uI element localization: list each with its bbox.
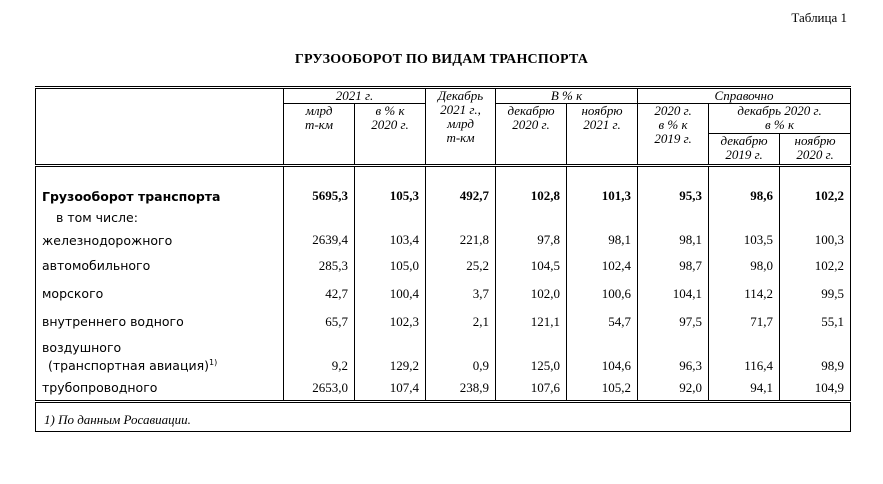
header-dec2019 <box>709 134 780 166</box>
cell: 2653,0 <box>284 376 355 402</box>
row-label: автомобильного <box>36 252 284 280</box>
cell: 98,9 <box>780 336 851 376</box>
cell: 107,4 <box>355 376 426 402</box>
cell: 71,7 <box>709 308 780 336</box>
row-label-line2 <box>42 355 283 373</box>
cell: 105,3 <box>355 166 426 206</box>
header-pct-to: в % к <box>375 103 405 118</box>
header-dec2020 <box>496 104 567 166</box>
cell: 3,7 <box>426 280 496 308</box>
table-caption: Таблица 1 <box>791 10 847 25</box>
cell: 103,5 <box>709 229 780 252</box>
header-dec2019-year: 2019 г. <box>725 147 763 162</box>
header-2021: 2021 г. <box>284 88 426 104</box>
cell: 221,8 <box>426 229 496 252</box>
footnote-marker: 1) <box>209 358 218 368</box>
cell: 96,3 <box>638 336 709 376</box>
cell: 102,0 <box>496 280 567 308</box>
header-v-pct-k: В % к <box>496 88 638 104</box>
row-label: в том числе: <box>36 206 284 229</box>
cell: 54,7 <box>567 308 638 336</box>
cell: 492,7 <box>426 166 496 206</box>
cell: 25,2 <box>426 252 496 280</box>
cell: 42,7 <box>284 280 355 308</box>
cell: 0,9 <box>426 336 496 376</box>
cell: 105,0 <box>355 252 426 280</box>
header-nov2020 <box>780 134 851 166</box>
row-label: трубопроводного <box>36 376 284 402</box>
row-label-line1: воздушного <box>42 340 122 356</box>
cell: 9,2 <box>284 336 355 376</box>
cell: 95,3 <box>638 166 709 206</box>
header-dec2020-group <box>709 104 851 134</box>
cell: 104,5 <box>496 252 567 280</box>
header-nov2020-year: 2020 г. <box>796 147 834 162</box>
cell: 129,2 <box>355 336 426 376</box>
cell: 104,6 <box>567 336 638 376</box>
header-tkm: т-км <box>304 117 334 132</box>
header-november-word: ноябрю <box>581 103 623 118</box>
header-ref-2019: 2019 г. <box>654 131 692 146</box>
header-dec2020-title: декабрь 2020 г. <box>737 103 822 118</box>
cell: 104,1 <box>638 280 709 308</box>
row-label: железнодорожного <box>36 229 284 252</box>
cell: 121,1 <box>496 308 567 336</box>
cell: 105,2 <box>567 376 638 402</box>
table-row <box>36 229 851 252</box>
row-label: внутреннего водного <box>36 308 284 336</box>
cell: 97,8 <box>496 229 567 252</box>
cell: 107,6 <box>496 376 567 402</box>
cell: 92,0 <box>638 376 709 402</box>
cell: 100,3 <box>780 229 851 252</box>
cell: 102,2 <box>780 252 851 280</box>
header-dec-tkm: т-км <box>446 130 475 145</box>
header-dec-mlrd: млрд <box>447 116 474 131</box>
cell: 65,7 <box>284 308 355 336</box>
row-label-line2-text: (транспортная авиация) <box>48 358 209 374</box>
table-row <box>36 336 851 376</box>
header-nov2021 <box>567 104 638 166</box>
header-pct-2020 <box>355 104 426 166</box>
header-blank <box>36 88 284 166</box>
table-row <box>36 376 851 402</box>
cell: 100,6 <box>567 280 638 308</box>
footnote-row <box>36 402 851 432</box>
header-december-word: декабрю <box>507 103 555 118</box>
footnote: 1) По данным Росавиации. <box>36 402 851 432</box>
table-row <box>36 252 851 280</box>
cell: 114,2 <box>709 280 780 308</box>
header-nov2021-year: 2021 г. <box>583 117 621 132</box>
row-label: морского <box>36 280 284 308</box>
cell: 94,1 <box>709 376 780 402</box>
header-mlrd-tkm <box>284 104 355 166</box>
cell: 98,6 <box>709 166 780 206</box>
cell: 55,1 <box>780 308 851 336</box>
cell: 98,1 <box>638 229 709 252</box>
cell: 2,1 <box>426 308 496 336</box>
cell: 97,5 <box>638 308 709 336</box>
cell: 102,3 <box>355 308 426 336</box>
header-y2020: 2020 г. <box>371 117 409 132</box>
cell: 98,0 <box>709 252 780 280</box>
freight-turnover-table <box>35 86 851 432</box>
cell: 285,3 <box>284 252 355 280</box>
row-label <box>36 336 284 376</box>
cell: 98,7 <box>638 252 709 280</box>
header-december-2021 <box>426 88 496 166</box>
table-title: ГРУЗООБОРОТ ПО ВИДАМ ТРАНСПОРТА <box>294 52 589 67</box>
header-dec2021-label: 2021 г., <box>440 102 481 117</box>
cell: 102,4 <box>567 252 638 280</box>
header-ref-pct-k: в % к <box>658 117 688 132</box>
header-dec2019-word: декабрю <box>720 133 768 148</box>
header-ref-2020: 2020 г. <box>654 103 692 118</box>
cell: 238,9 <box>426 376 496 402</box>
cell: 98,1 <box>567 229 638 252</box>
row-label: Грузооборот транспорта <box>36 166 284 206</box>
cell: 99,5 <box>780 280 851 308</box>
table-row <box>36 308 851 336</box>
table-row <box>36 206 851 229</box>
header-dec2020-year: 2020 г. <box>512 117 550 132</box>
cell: 116,4 <box>709 336 780 376</box>
header-2020-vs-2019 <box>638 104 709 166</box>
header-dec2020-pct: в % к <box>764 117 795 132</box>
cell: 102,8 <box>496 166 567 206</box>
cell: 125,0 <box>496 336 567 376</box>
cell: 104,9 <box>780 376 851 402</box>
table-row <box>36 166 851 206</box>
cell: 100,4 <box>355 280 426 308</box>
table-row <box>36 280 851 308</box>
cell: 101,3 <box>567 166 638 206</box>
cell: 5695,3 <box>284 166 355 206</box>
cell: 102,2 <box>780 166 851 206</box>
cell: 103,4 <box>355 229 426 252</box>
header-reference: Справочно <box>638 88 851 104</box>
header-nov2020-word: ноябрю <box>794 133 836 148</box>
header-mlrd: млрд <box>305 103 333 118</box>
header-dec-label: Декабрь <box>437 88 484 103</box>
cell: 2639,4 <box>284 229 355 252</box>
